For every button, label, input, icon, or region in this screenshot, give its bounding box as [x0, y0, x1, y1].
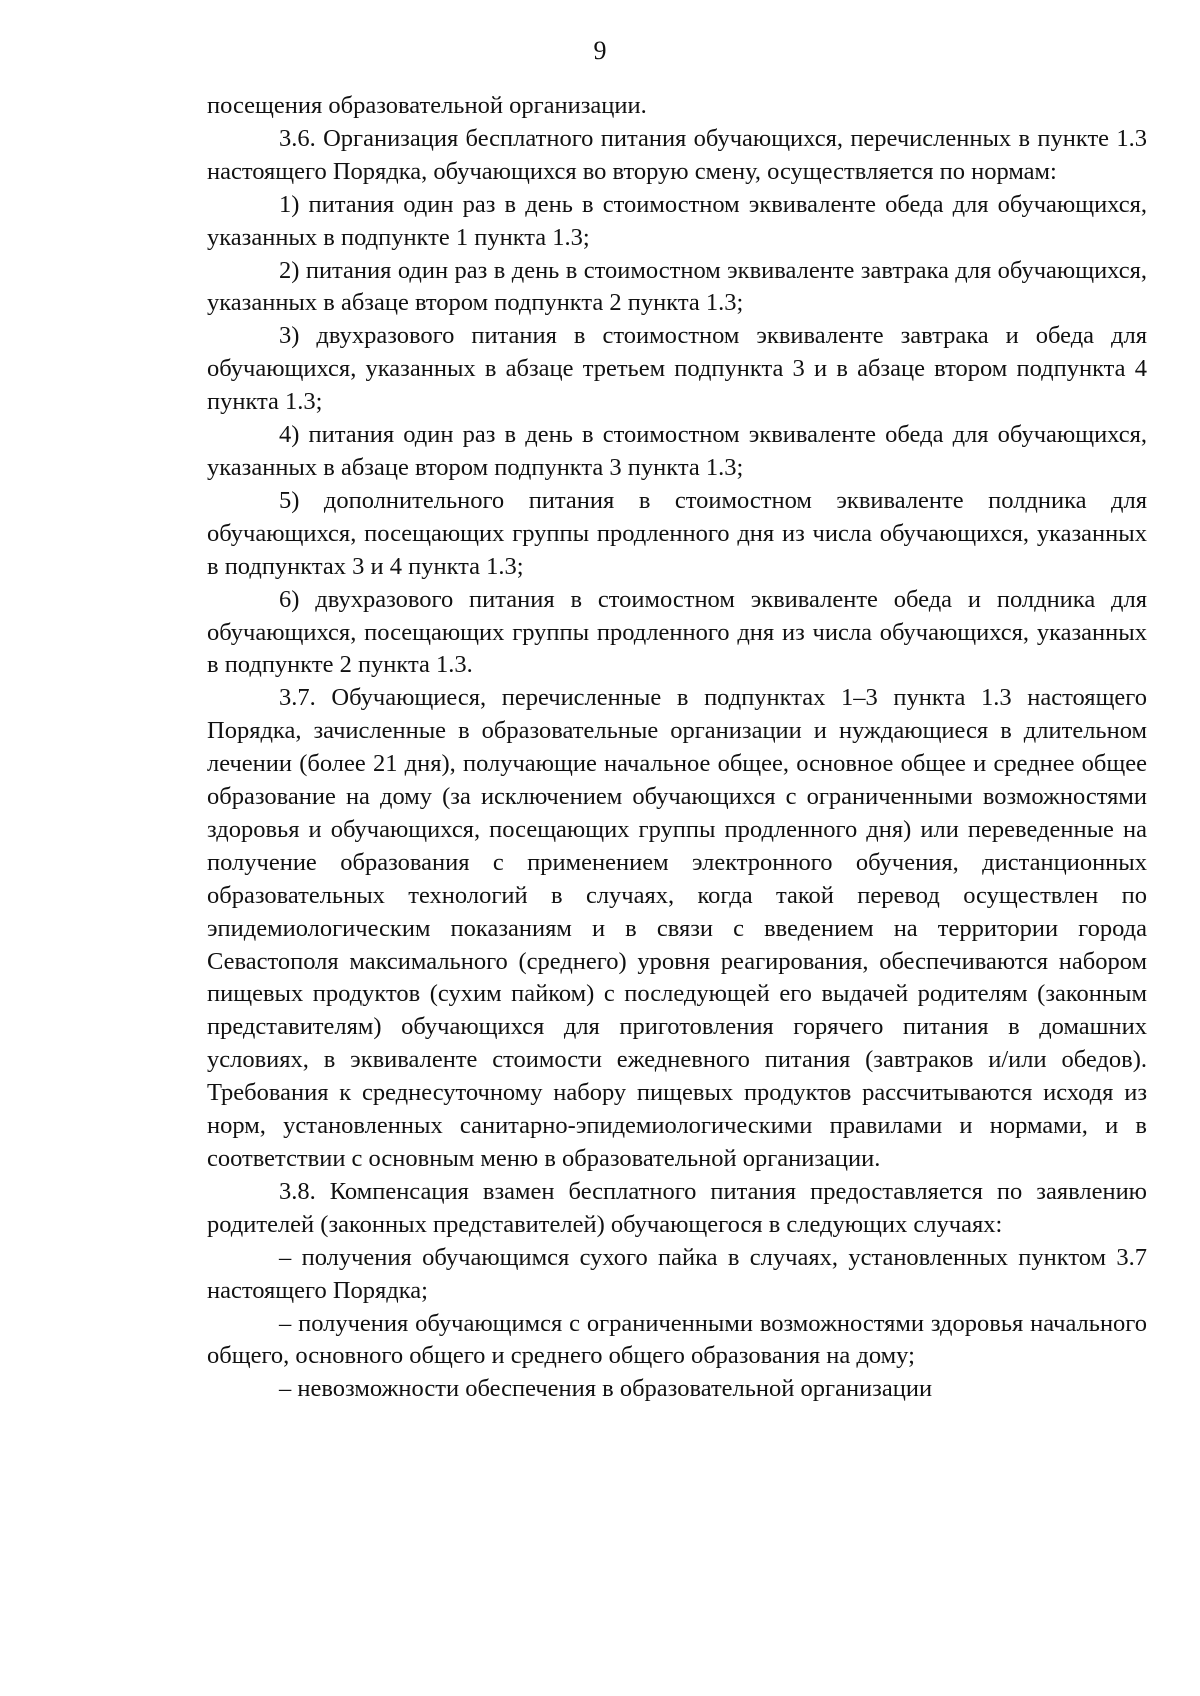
- page-number: 9: [593, 36, 607, 65]
- list-item-5: 5) дополнительного питания в стоимостном эквиваленте полдника для обучающихся, посещающих группы продленного дня из числа обучающихся, указанных в подпунктах 3 и 4 пункта 1.3;: [207, 486, 1147, 580]
- dash-item-1: – получения обучающимся сухого пайка в случаях, установленных пунктом 3.7 настоящего Порядка;: [207, 1243, 1147, 1304]
- paragraph-3-8: 3.8. Компенсация взамен бесплатного питания предоставляется по заявлению родителей (законных представителей) обучающегося в следующих случаях:: [207, 1177, 1147, 1238]
- list-item-2: 2) питания один раз в день в стоимостном эквиваленте завтрака для обучающихся, указанных в абзаце втором подпункта 2 пункта 1.3;: [207, 256, 1147, 317]
- paragraph-3-6: 3.6. Организация бесплатного питания обучающихся, перечисленных в пункте 1.3 настоящего Порядка, обучающихся во вторую смену, осуществляется по нормам:: [207, 124, 1147, 185]
- list-item-6: 6) двухразового питания в стоимостном эквиваленте обеда и полдника для обучающихся, посещающих группы продленного дня из числа обучающихся, указанных в подпункте 2 пункта 1.3.: [207, 585, 1147, 679]
- paragraph-continuation: посещения образовательной организации.: [207, 92, 647, 119]
- list-item-3: 3) двухразового питания в стоимостном эквиваленте завтрака и обеда для обучающихся, указанных в абзаце третьем подпункта 3 и в абзаце втором подпункта 4 пункта 1.3;: [207, 322, 1147, 416]
- dash-item-2: – получения обучающимся с ограниченными возможностями здоровья начального общего, основного общего и среднего общего образования на дому;: [207, 1309, 1147, 1370]
- document-body: [207, 90, 1147, 1406]
- list-item-1: 1) питания один раз в день в стоимостном эквиваленте обеда для обучающихся, указанных в подпункте 1 пункта 1.3;: [207, 190, 1147, 251]
- dash-item-3: – невозможности обеспечения в образовательной организации: [279, 1375, 933, 1403]
- list-item-4: 4) питания один раз в день в стоимостном эквиваленте обеда для обучающихся, указанных в абзаце втором подпункта 3 пункта 1.3;: [207, 421, 1147, 481]
- paragraph-3-7: 3.7. Обучающиеся, перечисленные в подпунктах 1–3 пункта 1.3 настоящего Порядка, зачисленные в образовательные организации и нуждающиеся в длительном лечении (более 21 дня), получающие начальное общее, основное общее и среднее общее образование на дому (за исключением обучающихся с ограниченными возможностями здоровья и обучающихся, посещающих группы продленного дня) или переведенные на получение образования с применением электронного обучения, дистанционных образовательных технологий в случаях, когда такой перевод осуществлен по эпидемиологическим показаниям и в связи с введением на территории города Севастополя максимального (среднего) уровня реагирования, обеспечиваются набором пищевых продуктов (сухим пайком) с последующей его выдачей родителям (законным представителям) обучающихся для приготовления горячего питания в домашних условиях, в эквиваленте стоимости ежедневного питания (завтраков и/или обедов). Требования к среднесуточному набору пищевых продуктов рассчитываются исходя из норм, установленных санитарно-эпидемиологическими правилами и нормами, и в соответствии с основным меню в образовательной организации.: [207, 684, 1147, 1172]
